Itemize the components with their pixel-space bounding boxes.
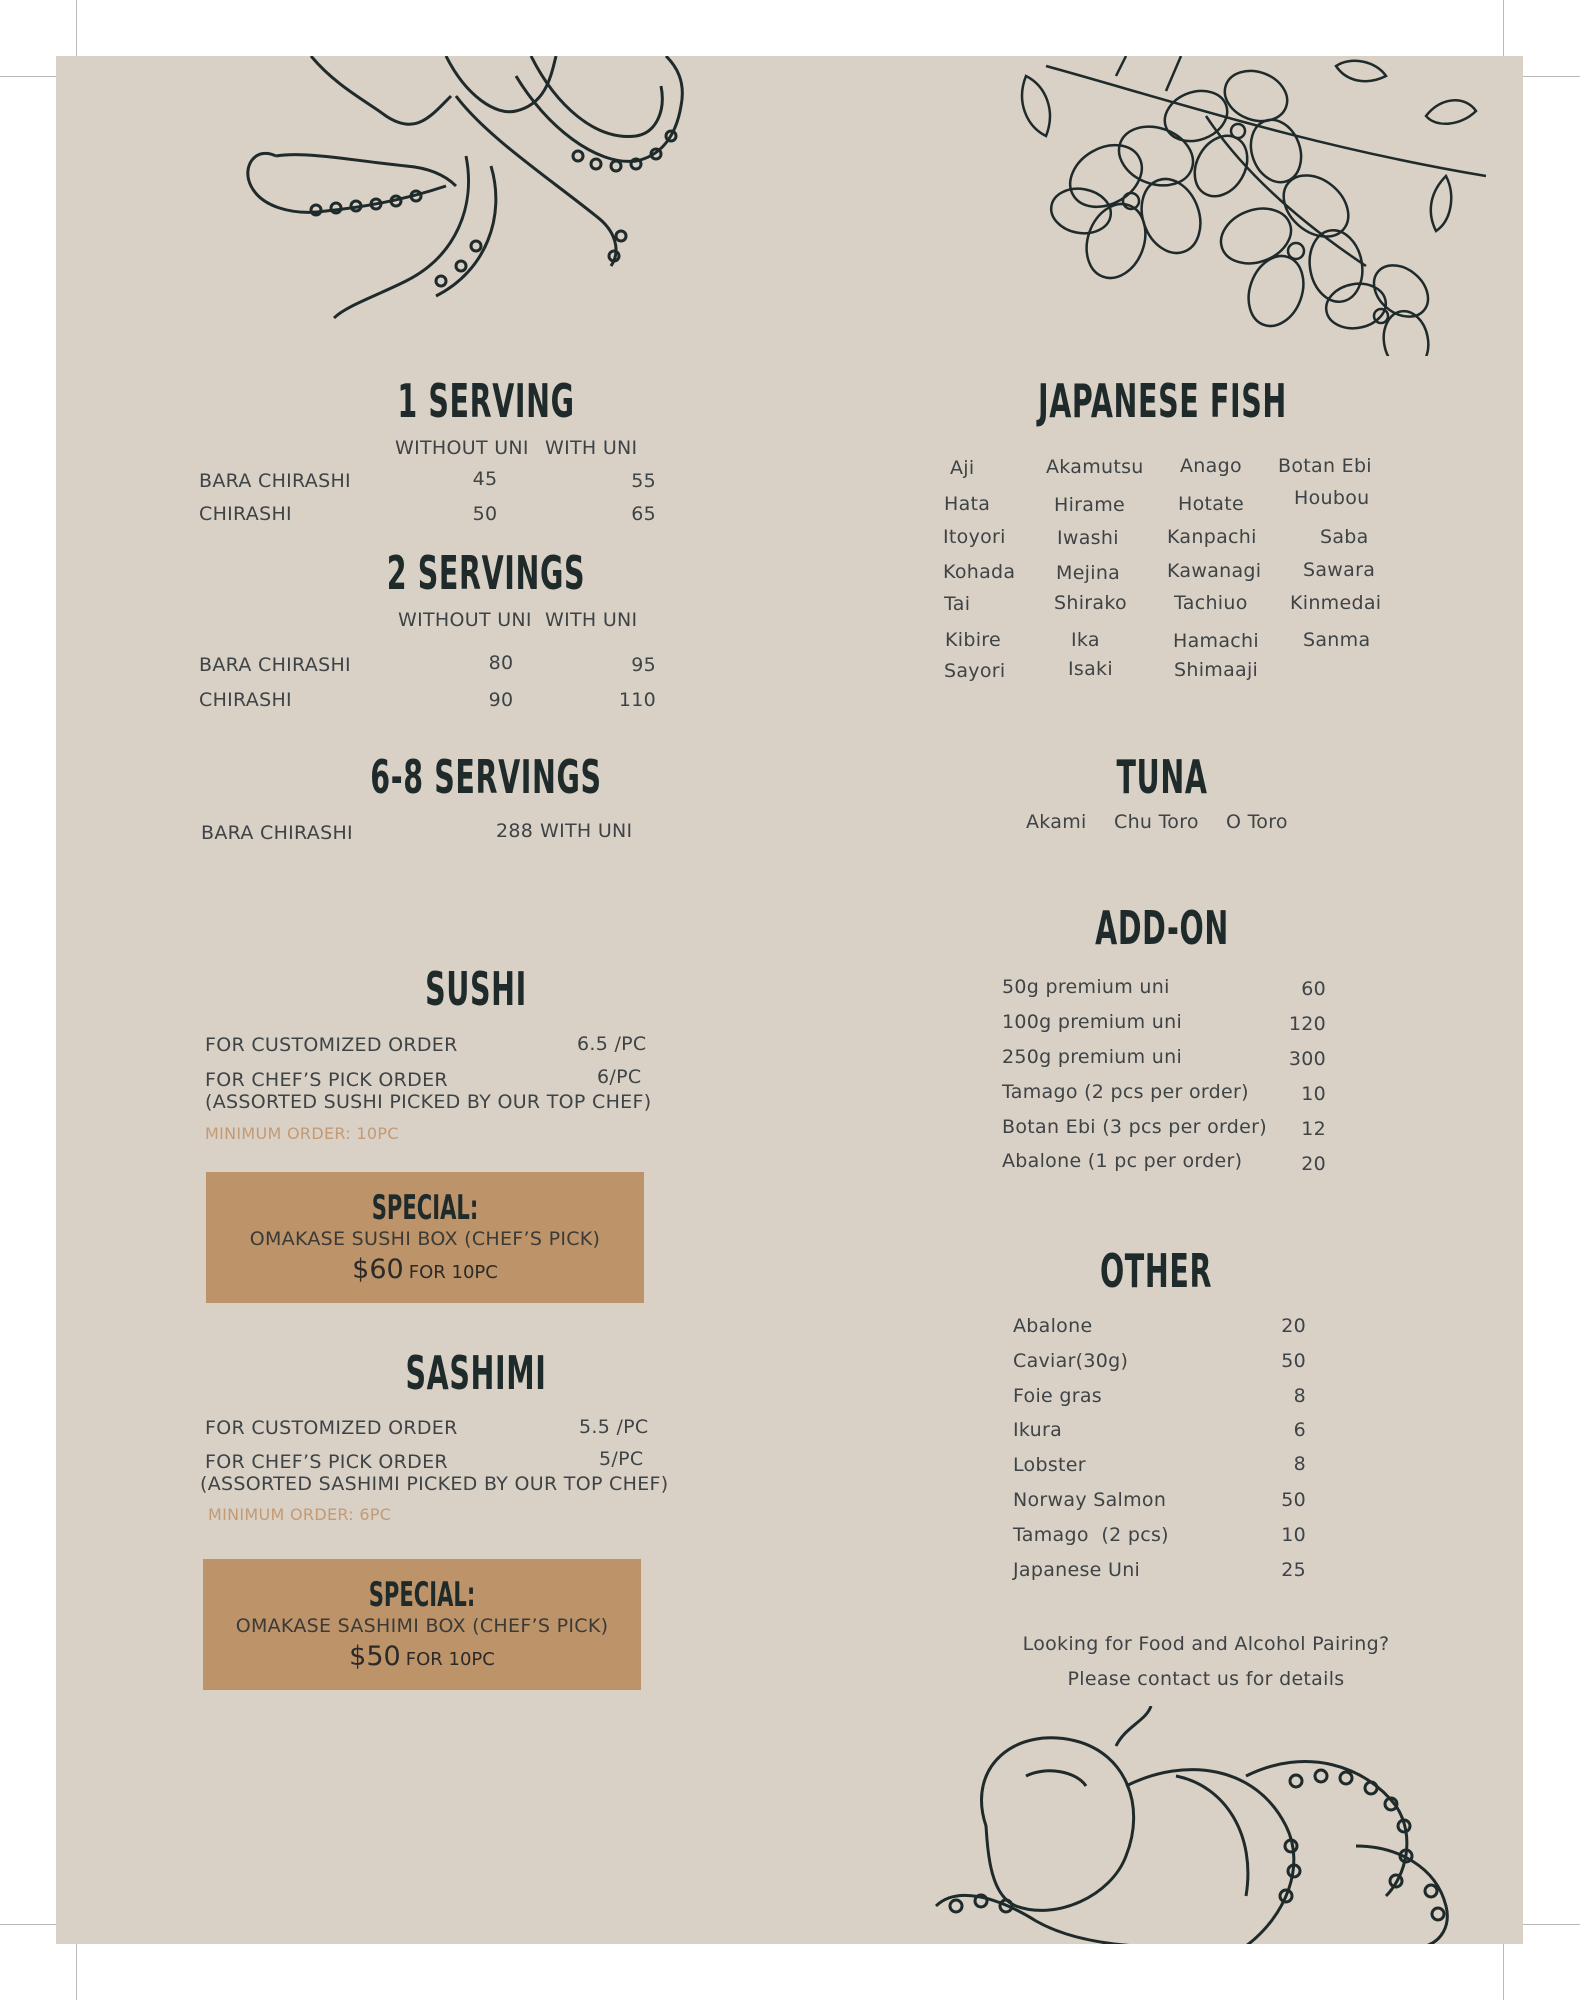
addon-item: Botan Ebi (3 pcs per order) bbox=[1002, 1116, 1267, 1138]
fish-item: Houbou bbox=[1294, 487, 1370, 509]
section-title: ADD-ON bbox=[1095, 901, 1229, 955]
other-price: 8 bbox=[1293, 1385, 1306, 1407]
addon-price: 300 bbox=[1288, 1048, 1326, 1070]
special-description: OMAKASE SASHIMI BOX (CHEF’S PICK) bbox=[235, 1615, 609, 1637]
fish-item: Hata bbox=[944, 493, 991, 515]
crop-mark bbox=[1503, 0, 1504, 56]
section-title: OTHER bbox=[1099, 1244, 1213, 1298]
menu-item-note: (ASSORTED SUSHI PICKED BY OUR TOP CHEF) bbox=[205, 1091, 652, 1113]
addon-item: 100g premium uni bbox=[1002, 1011, 1183, 1033]
addon-price: 20 bbox=[1301, 1153, 1326, 1175]
menu-item-price: 50 bbox=[472, 503, 498, 525]
other-item: Caviar(30g) bbox=[1013, 1350, 1129, 1372]
fish-item: Aji bbox=[950, 457, 975, 479]
section-title: 1 SERVING bbox=[397, 374, 575, 428]
special-box bbox=[203, 1559, 641, 1690]
menu-item-name: FOR CUSTOMIZED ORDER bbox=[205, 1034, 458, 1056]
fish-item: Tachiuo bbox=[1174, 592, 1248, 614]
cherry-blossom-icon bbox=[1006, 56, 1506, 356]
menu-item-price: 5.5 /PC bbox=[579, 1416, 649, 1438]
menu-item-price: 45 bbox=[472, 468, 498, 490]
other-price: 20 bbox=[1281, 1315, 1306, 1337]
menu-item-price: 6.5 /PC bbox=[577, 1033, 647, 1055]
special-title: SPECIAL: bbox=[368, 1575, 476, 1615]
addon-item: Tamago (2 pcs per order) bbox=[1002, 1081, 1249, 1103]
fish-item: Kibire bbox=[945, 629, 1001, 651]
octopus-tentacles-icon bbox=[216, 56, 716, 326]
special-description: OMAKASE SUSHI BOX (CHEF’S PICK) bbox=[249, 1228, 601, 1250]
special-price: $50 FOR 10PC bbox=[349, 1641, 495, 1672]
fish-item: Sanma bbox=[1303, 629, 1371, 651]
fish-item: Sayori bbox=[944, 660, 1006, 682]
minimum-order-note: MINIMUM ORDER: 6PC bbox=[208, 1505, 392, 1524]
menu-item-name: FOR CUSTOMIZED ORDER bbox=[205, 1417, 458, 1439]
menu-item-price: 95 bbox=[631, 654, 656, 676]
pairing-line: Please contact us for details bbox=[1067, 1668, 1345, 1690]
tuna-item: O Toro bbox=[1226, 811, 1288, 833]
addon-price: 60 bbox=[1301, 978, 1326, 1000]
column-header-without-uni: WITHOUT UNI bbox=[398, 609, 532, 631]
fish-item: Shimaaji bbox=[1174, 659, 1259, 681]
menu-item-price: 80 bbox=[488, 652, 514, 674]
fish-item: Hirame bbox=[1054, 494, 1126, 516]
fish-item: Hotate bbox=[1178, 493, 1244, 515]
other-price: 10 bbox=[1281, 1524, 1306, 1546]
crop-mark bbox=[1503, 1944, 1504, 2000]
addon-price: 10 bbox=[1301, 1083, 1326, 1105]
section-title: 6-8 SERVINGS bbox=[370, 750, 602, 804]
menu-item-price: 5/PC bbox=[599, 1448, 644, 1470]
other-price: 50 bbox=[1281, 1489, 1306, 1511]
fish-item: Kohada bbox=[943, 561, 1016, 583]
menu-item-price: 288 bbox=[496, 820, 534, 842]
addon-price: 12 bbox=[1301, 1118, 1326, 1140]
crop-mark bbox=[76, 0, 77, 56]
other-price: 6 bbox=[1293, 1419, 1306, 1441]
column-header-with-uni: WITH UNI bbox=[545, 609, 638, 631]
section-title: TUNA bbox=[1116, 750, 1208, 804]
section-title: 2 SERVINGS bbox=[386, 546, 586, 600]
other-item: Foie gras bbox=[1013, 1385, 1102, 1407]
section-title: JAPANESE FISH bbox=[1038, 374, 1287, 428]
other-price: 8 bbox=[1293, 1453, 1306, 1475]
other-price: 25 bbox=[1281, 1559, 1306, 1581]
tuna-item: Chu Toro bbox=[1114, 811, 1199, 833]
pairing-line: Looking for Food and Alcohol Pairing? bbox=[1022, 1633, 1390, 1655]
fish-item: Mejina bbox=[1056, 562, 1121, 584]
section-title: SASHIMI bbox=[405, 1346, 547, 1400]
other-item: Ikura bbox=[1013, 1419, 1063, 1441]
addon-item: 250g premium uni bbox=[1002, 1046, 1183, 1068]
tuna-item: Akami bbox=[1026, 811, 1087, 833]
menu-item-name: CHIRASHI bbox=[199, 689, 292, 711]
fish-item: Shirako bbox=[1054, 592, 1127, 614]
fish-item: Kawanagi bbox=[1167, 560, 1262, 582]
menu-item-price: 90 bbox=[488, 689, 514, 711]
menu-item-note: WITH UNI bbox=[540, 820, 633, 842]
fish-item: Sawara bbox=[1303, 559, 1376, 581]
menu-item-name: FOR CHEF’S PICK ORDER bbox=[205, 1451, 448, 1473]
special-box bbox=[206, 1172, 644, 1303]
menu-item-name: FOR CHEF’S PICK ORDER bbox=[205, 1069, 448, 1091]
fish-item: Kanpachi bbox=[1167, 526, 1257, 548]
fish-item: Saba bbox=[1320, 526, 1369, 548]
menu-sheet bbox=[56, 56, 1523, 1944]
menu-item-note: (ASSORTED SASHIMI PICKED BY OUR TOP CHEF) bbox=[200, 1473, 669, 1495]
crop-mark bbox=[0, 1924, 56, 1925]
fish-item: Isaki bbox=[1068, 658, 1113, 680]
section-title: SUSHI bbox=[425, 962, 527, 1016]
column-header-without-uni: WITHOUT UNI bbox=[395, 437, 529, 459]
addon-item: 50g premium uni bbox=[1002, 976, 1170, 998]
crop-mark bbox=[76, 1944, 77, 2000]
fish-item: Kinmedai bbox=[1290, 592, 1382, 614]
octopus-icon bbox=[926, 1706, 1486, 1944]
other-item: Lobster bbox=[1013, 1454, 1086, 1476]
special-price: $60 FOR 10PC bbox=[352, 1254, 498, 1285]
fish-item: Iwashi bbox=[1057, 527, 1119, 549]
menu-item-price: 110 bbox=[618, 689, 656, 711]
menu-item-price: 55 bbox=[631, 470, 656, 492]
crop-mark bbox=[1523, 1924, 1580, 1925]
menu-item-price: 6/PC bbox=[597, 1066, 642, 1088]
menu-item-price: 65 bbox=[631, 503, 656, 525]
other-item: Abalone bbox=[1013, 1315, 1093, 1337]
menu-item-name: BARA CHIRASHI bbox=[201, 822, 353, 844]
addon-price: 120 bbox=[1288, 1013, 1326, 1035]
fish-item: Botan Ebi bbox=[1278, 455, 1372, 477]
other-item: Tamago (2 pcs) bbox=[1013, 1524, 1169, 1546]
crop-mark bbox=[0, 76, 56, 77]
fish-item: Ika bbox=[1071, 629, 1100, 651]
crop-mark bbox=[1523, 76, 1580, 77]
minimum-order-note: MINIMUM ORDER: 10PC bbox=[205, 1124, 399, 1143]
fish-item: Tai bbox=[944, 593, 971, 615]
menu-item-name: CHIRASHI bbox=[199, 503, 292, 525]
fish-item: Itoyori bbox=[943, 526, 1006, 548]
other-item: Japanese Uni bbox=[1013, 1559, 1141, 1581]
addon-item: Abalone (1 pc per order) bbox=[1002, 1150, 1243, 1172]
other-price: 50 bbox=[1281, 1350, 1306, 1372]
other-item: Norway Salmon bbox=[1013, 1489, 1167, 1511]
fish-item: Hamachi bbox=[1173, 630, 1259, 652]
menu-item-name: BARA CHIRASHI bbox=[199, 654, 351, 676]
fish-item: Anago bbox=[1180, 455, 1242, 477]
special-title: SPECIAL: bbox=[371, 1188, 479, 1228]
column-header-with-uni: WITH UNI bbox=[545, 437, 638, 459]
menu-item-name: BARA CHIRASHI bbox=[199, 470, 351, 492]
fish-item: Akamutsu bbox=[1046, 456, 1144, 478]
